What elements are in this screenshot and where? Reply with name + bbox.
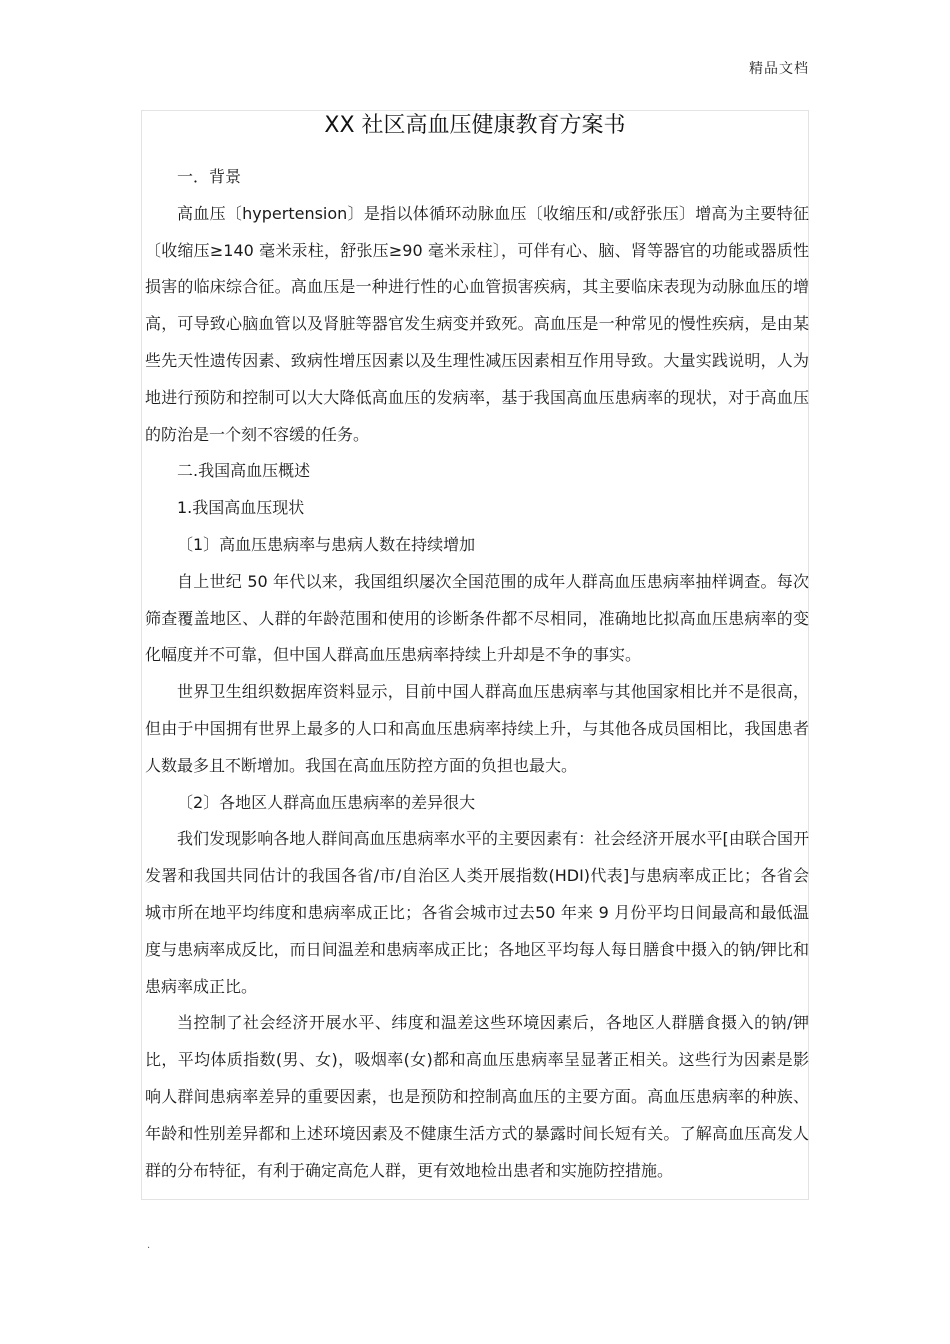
subheading-prevalence-increase: 〔1〕高血压患病率与患病人数在持续增加: [177, 534, 476, 554]
paragraph-hypertension-definition: 高血压〔hypertension〕是指以体循环动脉血压〔收缩压和/或舒张压〕增高为主要特征〔收缩压≥140 毫米汞柱，舒张压≥90 毫米汞柱〕，可伴有心、脑、肾等器官的功能或器质性损害的临床综合征。高血压是一种进行性的心血管损害疾病，其主要临床表现为动脉血压的增高，可导致心脑血管以及肾脏等器官发生病变并致死。高血压是一种常见的慢性疾病，是由某些先天性遗传因素、致病性增压因素以及生理性减压因素相互作用导致。大量实践说明，人为地进行预防和控制可以大大降低高血压的发病率，基于我国高血压患病率的现状，对于高血压的防治是一个刻不容缓的任务。: [145, 203, 809, 444]
document-body: [145, 159, 809, 1189]
document-title: XX 社区高血压健康教育方案书: [324, 113, 626, 138]
paragraph-who-data: 世界卫生组织数据库资料显示，目前中国人群高血压患病率与其他国家相比并不是很高，但由于中国拥有世界上最多的人口和高血压患病率持续上升，与其他各成员国相比，我国患者人数最多且不断增加。我国在高血压防控方面的负担也最大。: [145, 682, 809, 775]
paragraph-survey-history: 自上世纪 50 年代以来，我国组织屡次全国范围的成年人群高血压患病率抽样调查。每次筛查覆盖地区、人群的年龄范围和使用的诊断条件都不尽相同，准确地比拟高血压患病率的变化幅度并不可靠，但中国人群高血压患病率持续上升却是不争的事实。: [145, 571, 809, 665]
subheading-status: 1.我国高血压现状: [177, 498, 305, 518]
section-heading-background: 一．背景: [177, 167, 242, 186]
subheading-regional-difference: 〔2〕各地区人群高血压患病率的差异很大: [177, 792, 476, 812]
section-heading-overview: 二.我国高血压概述: [177, 461, 311, 481]
page-header-mark: 精品文档: [749, 61, 809, 77]
paragraph-influencing-factors: 我们发现影响各地人群间高血压患病率水平的主要因素有：社会经济开展水平[由联合国开发署和我国共同估计的我国各省/市/自治区人类开展指数(HDI)代表]与患病率成正比；各省会城市所在地平均纬度和患病率成正比；各省会城市过去50 年来 9 月份平均日间最高和最低温度与患病率成反比，而日间温差和患病率成正比；各地区平均每人每日膳食中摄入的钠/钾比和患病率成正比。: [145, 829, 809, 996]
paragraph-behavioral-factors: 当控制了社会经济开展水平、纬度和温差这些环境因素后，各地区人群膳食摄入的钠/钾比，平均体质指数(男、女)，吸烟率(女)都和高血压患病率呈显著正相关。这些行为因素是影响人群间患病率差异的重要因素，也是预防和控制高血压的主要方面。高血压患病率的种族、年龄和性别差异都和上述环境因素及不健康生活方式的暴露时间长短有关。了解高血压高发人群的分布特征，有利于确定高危人群，更有效地检出患者和实施防控措施。: [145, 1013, 809, 1180]
footer-dot: .: [147, 1240, 151, 1251]
